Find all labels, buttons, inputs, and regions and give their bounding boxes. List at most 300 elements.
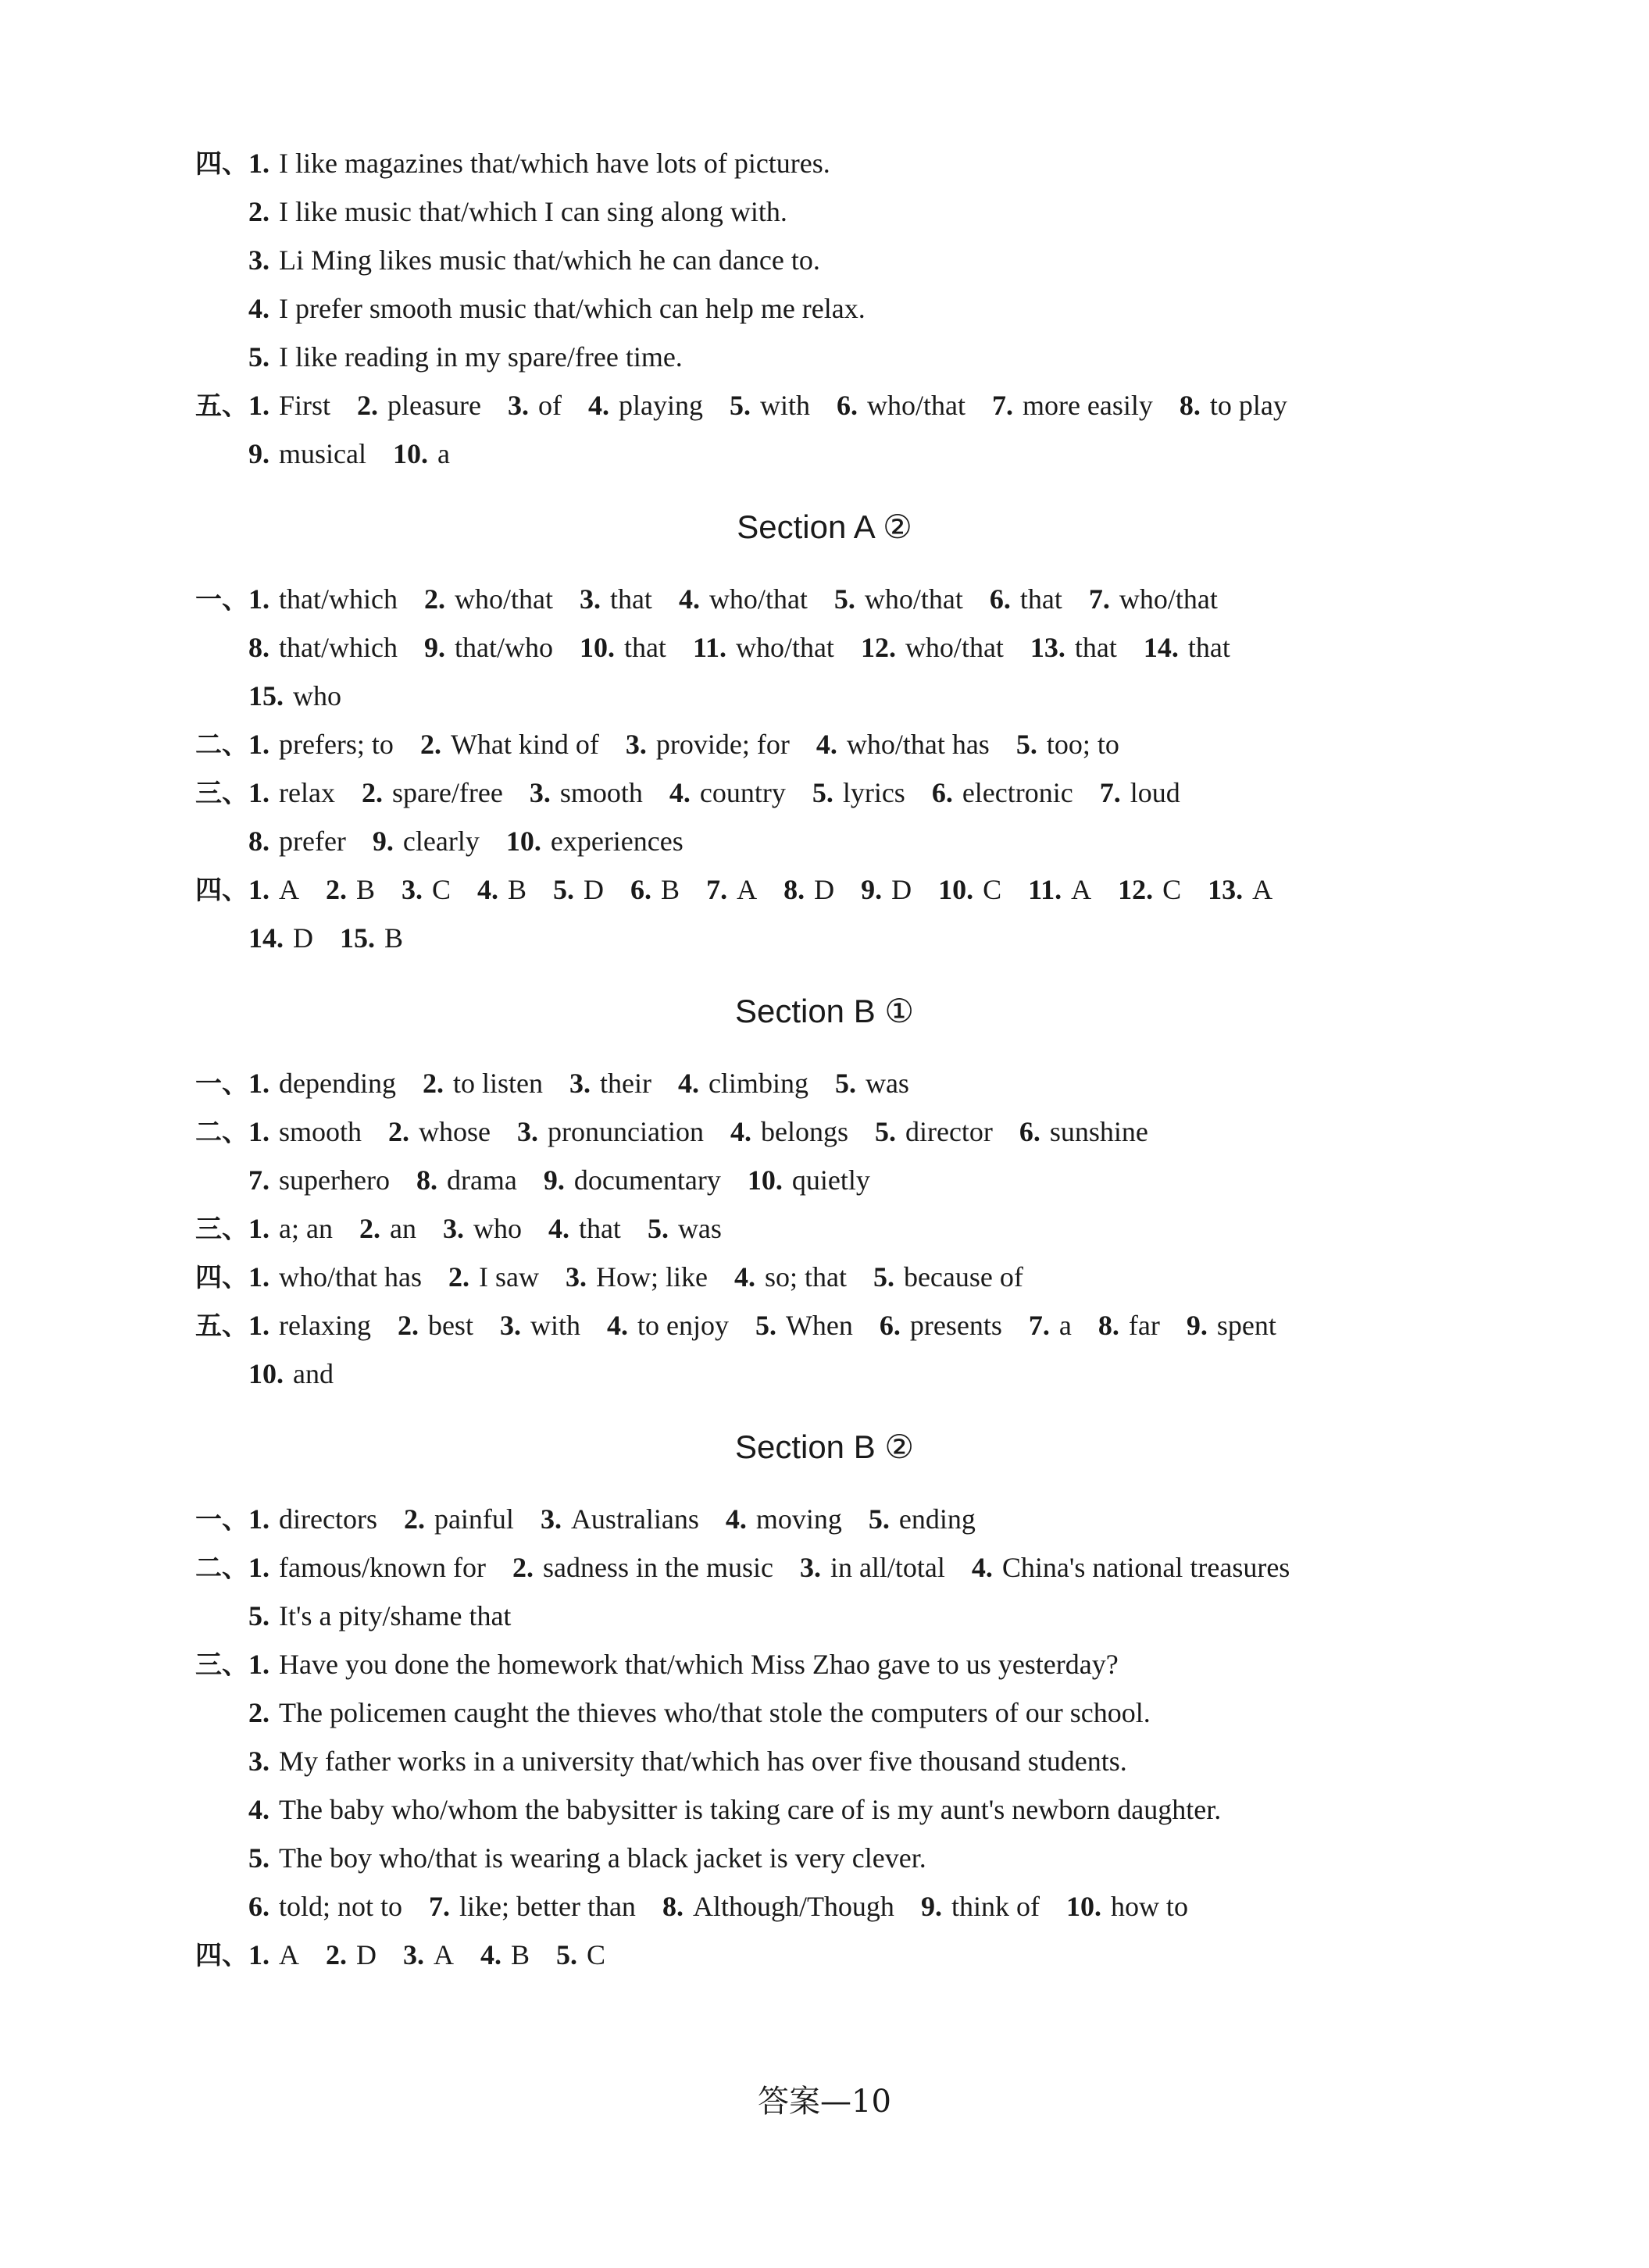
- item-number: 14.: [248, 922, 284, 954]
- item-number: 4.: [971, 1552, 993, 1583]
- item-number: 1.: [248, 1310, 269, 1341]
- item-number: 2.: [422, 1068, 444, 1099]
- item-number: 5.: [873, 1261, 894, 1293]
- item-number: 5.: [248, 341, 269, 373]
- item-number: 2.: [359, 1213, 380, 1244]
- answer-item: [812, 768, 905, 817]
- answer-line: [248, 430, 1537, 478]
- answer-item: [1118, 865, 1181, 914]
- answer-item: [248, 139, 830, 187]
- item-number: 4.: [248, 293, 269, 324]
- answer-item: [932, 768, 1073, 817]
- question-group-label: 四、: [195, 875, 248, 906]
- item-number: 1.: [248, 148, 269, 179]
- answer-item: [544, 1156, 721, 1204]
- answer-text: A: [279, 1939, 299, 1970]
- answer-item: [248, 672, 341, 720]
- answer-item: [662, 1882, 894, 1931]
- item-number: 4.: [678, 583, 700, 615]
- answer-text: experiences: [550, 826, 684, 857]
- item-number: 10.: [505, 826, 541, 857]
- answer-text: and: [293, 1358, 334, 1389]
- answer-text: My father works in a university that/which has over five thousand students.: [279, 1746, 1127, 1777]
- question-group-label: 二、: [195, 729, 248, 761]
- answer-line: [248, 1882, 1537, 1931]
- answer-item: [326, 865, 375, 914]
- answer-item: [420, 720, 599, 768]
- answer-item: [588, 381, 703, 430]
- answer-line: [195, 1059, 1484, 1107]
- item-number: 2.: [248, 196, 269, 227]
- question-group-label: 四、: [195, 1262, 248, 1293]
- answer-item: [500, 1301, 580, 1350]
- answer-line: [195, 1253, 1484, 1301]
- item-number: 11.: [1028, 874, 1062, 905]
- answer-text: presents: [909, 1310, 1002, 1341]
- answer-text: Have you done the homework that/which Miss Zhao gave to us yesterday?: [279, 1649, 1119, 1680]
- item-number: 5.: [556, 1939, 578, 1970]
- answer-line: [248, 1785, 1537, 1834]
- answer-item: [861, 623, 1004, 672]
- answer-item: [248, 1737, 1127, 1785]
- section-heading-b2: Section B ②: [734, 1428, 915, 1465]
- answer-line: [248, 187, 1537, 236]
- answer-item: [1208, 865, 1272, 914]
- answer-text: loud: [1130, 777, 1180, 808]
- answer-line: [248, 672, 1537, 720]
- answer-item: [755, 1301, 853, 1350]
- item-number: 3.: [248, 244, 269, 276]
- item-number: 5.: [729, 390, 751, 421]
- answer-text: spare/free: [391, 777, 503, 808]
- item-number: 5.: [833, 583, 855, 615]
- answer-item: [873, 1253, 1023, 1301]
- answer-text: A: [434, 1939, 454, 1970]
- answer-text: It's a pity/shame that: [279, 1600, 512, 1631]
- answer-text: playing: [618, 390, 703, 421]
- answer-text: musical: [279, 438, 366, 469]
- question-group-label: 一、: [195, 1504, 248, 1535]
- answer-text: pleasure: [387, 390, 481, 421]
- item-number: 4.: [669, 777, 691, 808]
- item-number: 7.: [1088, 583, 1110, 615]
- answer-text: that: [1019, 583, 1062, 615]
- answer-text: How; like: [595, 1261, 708, 1293]
- answer-line: [248, 1156, 1537, 1204]
- answer-item: [548, 1204, 621, 1253]
- item-number: 3.: [565, 1261, 587, 1293]
- answer-item: [693, 623, 834, 672]
- answer-line: [195, 1931, 1484, 1979]
- answer-text: how to: [1110, 1891, 1188, 1922]
- answer-line: [248, 1689, 1537, 1737]
- item-number: 2.: [326, 874, 347, 905]
- item-number: 3.: [799, 1552, 821, 1583]
- answer-item: [1089, 575, 1218, 623]
- answer-item: [424, 623, 553, 672]
- item-number: 9.: [543, 1164, 565, 1196]
- answer-text: their: [599, 1068, 651, 1099]
- answer-item: [248, 284, 866, 333]
- answer-item: [398, 1301, 473, 1350]
- answer-item: [248, 914, 313, 962]
- answer-text: so; that: [764, 1261, 847, 1293]
- answer-item: [248, 865, 299, 914]
- answer-item: [607, 1301, 729, 1350]
- answer-text: climbing: [708, 1068, 808, 1099]
- answer-item: [678, 1059, 808, 1107]
- answer-item: [373, 817, 480, 865]
- answer-text: B: [511, 1939, 530, 1970]
- answer-text: I like magazines that/which have lots of pictures.: [279, 148, 830, 179]
- item-number: 3.: [517, 1116, 539, 1147]
- item-number: 1.: [248, 1649, 269, 1680]
- item-number: 10.: [1065, 1891, 1101, 1922]
- answer-line: [248, 1834, 1537, 1882]
- answer-text: told; not to: [279, 1891, 403, 1922]
- answer-text: D: [814, 874, 835, 905]
- answer-item: [630, 865, 680, 914]
- answer-item: [875, 1107, 993, 1156]
- answer-text: that: [1187, 632, 1230, 663]
- item-number: 2.: [448, 1261, 469, 1293]
- answer-item: [679, 575, 808, 623]
- item-number: 2.: [326, 1939, 347, 1970]
- answer-line: [248, 817, 1537, 865]
- answer-item: [748, 1156, 870, 1204]
- answer-item: [880, 1301, 1002, 1350]
- answer-text: who/that: [735, 632, 834, 663]
- answer-text: that/which: [279, 583, 398, 615]
- answer-line: [195, 768, 1484, 817]
- item-number: 13.: [1030, 632, 1065, 663]
- item-number: 10.: [747, 1164, 783, 1196]
- answer-text: best: [427, 1310, 473, 1341]
- answer-text: First: [279, 390, 331, 421]
- answer-text: depending: [279, 1068, 396, 1099]
- item-number: 2.: [403, 1503, 425, 1535]
- answer-item: [248, 1689, 1151, 1737]
- question-group-label: 二、: [195, 1553, 248, 1584]
- answer-item: [834, 575, 963, 623]
- item-number: 1.: [248, 777, 269, 808]
- item-number: 8.: [1098, 1310, 1119, 1341]
- answer-item: [416, 1156, 517, 1204]
- answer-text: drama: [446, 1164, 517, 1196]
- item-number: 9.: [248, 438, 269, 469]
- answer-item: [1187, 1301, 1276, 1350]
- item-number: 2.: [357, 390, 379, 421]
- answer-text: was: [865, 1068, 909, 1099]
- answer-text: I prefer smooth music that/which can help me relax.: [279, 293, 866, 324]
- answer-text: A: [1252, 874, 1273, 905]
- item-number: 10.: [579, 632, 615, 663]
- answer-text: relaxing: [279, 1310, 371, 1341]
- item-number: 3.: [248, 1746, 269, 1777]
- answer-item: [734, 1253, 847, 1301]
- item-number: 8.: [783, 874, 805, 905]
- answer-text: with: [759, 390, 810, 421]
- answer-item: [517, 1107, 704, 1156]
- item-number: 4.: [725, 1503, 747, 1535]
- answer-text: D: [356, 1939, 377, 1970]
- answer-text: whose: [419, 1116, 491, 1147]
- answer-line: [248, 623, 1537, 672]
- answer-item: [248, 1253, 422, 1301]
- item-number: 5.: [755, 1310, 776, 1341]
- item-number: 3.: [403, 1939, 424, 1970]
- answer-text: C: [983, 874, 1002, 905]
- answer-line: [248, 1350, 1537, 1398]
- item-number: 3.: [579, 583, 601, 615]
- item-number: 1.: [248, 1939, 269, 1970]
- answer-item: [362, 768, 503, 817]
- answer-line: [248, 333, 1537, 381]
- answer-item: [861, 865, 912, 914]
- answer-item: [248, 1059, 396, 1107]
- answer-text: to listen: [452, 1068, 543, 1099]
- answer-text: Although/Though: [692, 1891, 894, 1922]
- item-number: 4.: [606, 1310, 628, 1341]
- item-number: 7.: [991, 390, 1013, 421]
- question-group-label: 三、: [195, 1214, 248, 1245]
- question-group-label: 三、: [195, 1649, 248, 1681]
- answer-item: [816, 720, 990, 768]
- answer-text: because of: [903, 1261, 1023, 1293]
- answer-item: [800, 1543, 945, 1592]
- answer-text: B: [508, 874, 527, 905]
- answer-item: [1029, 1301, 1072, 1350]
- answer-text: far: [1128, 1310, 1160, 1341]
- answer-text: more easily: [1022, 390, 1153, 421]
- item-number: 9.: [861, 874, 883, 905]
- answer-text: smooth: [559, 777, 643, 808]
- item-number: 5.: [248, 1600, 269, 1631]
- answer-item: [248, 720, 394, 768]
- item-number: 2.: [361, 777, 383, 808]
- answer-item: [1098, 1301, 1160, 1350]
- answer-item: [248, 333, 683, 381]
- answer-item: [648, 1204, 722, 1253]
- item-number: 1.: [248, 390, 269, 421]
- answer-item: [393, 430, 450, 478]
- answer-text: that: [578, 1213, 621, 1244]
- answer-item: [706, 865, 757, 914]
- answer-item: [556, 1931, 605, 1979]
- answer-line: [195, 139, 1484, 187]
- item-number: 2.: [248, 1697, 269, 1728]
- item-number: 7.: [706, 874, 728, 905]
- item-number: 6.: [1019, 1116, 1040, 1147]
- answer-item: [248, 236, 820, 284]
- answer-item: [869, 1495, 976, 1543]
- answer-text: to enjoy: [637, 1310, 729, 1341]
- answer-text: who/that: [864, 583, 963, 615]
- answer-text: famous/known for: [279, 1552, 486, 1583]
- item-number: 9.: [372, 826, 394, 857]
- answer-item: [248, 1350, 334, 1398]
- answer-item: [1016, 720, 1119, 768]
- answer-text: prefers; to: [279, 729, 394, 760]
- item-number: 4.: [548, 1213, 569, 1244]
- answer-item: [248, 381, 330, 430]
- answer-item: [938, 865, 1001, 914]
- answer-text: prefer: [279, 826, 346, 857]
- item-number: 9.: [920, 1891, 942, 1922]
- answer-text: who: [473, 1213, 522, 1244]
- answer-item: [541, 1495, 699, 1543]
- answer-text: C: [432, 874, 452, 905]
- answer-item: [248, 1156, 390, 1204]
- question-group-label: 五、: [195, 390, 248, 422]
- answer-text: moving: [755, 1503, 842, 1535]
- answer-item: [248, 187, 787, 236]
- item-number: 7.: [248, 1164, 269, 1196]
- item-number: 6.: [836, 390, 858, 421]
- item-number: 4.: [730, 1116, 751, 1147]
- item-number: 10.: [938, 874, 974, 905]
- item-number: 5.: [248, 1842, 269, 1874]
- answer-item: [477, 865, 526, 914]
- item-number: 1.: [248, 1503, 269, 1535]
- answer-item: [248, 1107, 362, 1156]
- answer-text: The boy who/that is wearing a black jacket is very clever.: [279, 1842, 926, 1874]
- answer-item: [508, 381, 562, 430]
- answer-item: [429, 1882, 636, 1931]
- answer-item: [835, 1059, 909, 1107]
- answer-item: [404, 1495, 514, 1543]
- item-number: 10.: [392, 438, 428, 469]
- answer-line: [195, 1543, 1484, 1592]
- item-number: 5.: [553, 874, 575, 905]
- item-number: 1.: [248, 1068, 269, 1099]
- item-number: 6.: [989, 583, 1011, 615]
- answer-text: in all/total: [830, 1552, 945, 1583]
- answer-item: [972, 1543, 1290, 1592]
- item-number: 6.: [248, 1891, 269, 1922]
- item-number: 4.: [816, 729, 837, 760]
- item-number: 2.: [388, 1116, 410, 1147]
- item-number: 2.: [397, 1310, 419, 1341]
- page-number: 答案—10: [758, 2084, 891, 2120]
- answer-text: C: [587, 1939, 606, 1970]
- item-number: 3.: [499, 1310, 521, 1341]
- answer-item: [730, 1107, 848, 1156]
- answer-text: country: [699, 777, 786, 808]
- answer-text: C: [1162, 874, 1182, 905]
- answer-text: that/which: [279, 632, 398, 663]
- item-number: 3.: [529, 777, 551, 808]
- answer-item: [730, 381, 810, 430]
- answer-text: documentary: [573, 1164, 721, 1196]
- answer-text: like; better than: [459, 1891, 636, 1922]
- answer-item: [248, 1301, 371, 1350]
- answer-text: with: [530, 1310, 580, 1341]
- item-number: 5.: [1015, 729, 1037, 760]
- answer-item: [1066, 1882, 1188, 1931]
- item-number: 4.: [477, 874, 499, 905]
- item-number: 9.: [1186, 1310, 1208, 1341]
- answer-text: pronunciation: [548, 1116, 704, 1147]
- answer-text: who/that: [1119, 583, 1218, 615]
- answer-line: [195, 1204, 1484, 1253]
- answer-item: [566, 1253, 708, 1301]
- item-number: 5.: [874, 1116, 896, 1147]
- answer-item: [669, 768, 786, 817]
- answer-text: to play: [1209, 390, 1287, 421]
- item-number: 11.: [692, 632, 726, 663]
- answer-item: [402, 865, 451, 914]
- answer-text: I saw: [478, 1261, 539, 1293]
- item-number: 2.: [512, 1552, 534, 1583]
- answer-text: D: [891, 874, 912, 905]
- answer-text: D: [584, 874, 605, 905]
- answer-line: [195, 1107, 1484, 1156]
- answer-line: [248, 1592, 1537, 1640]
- answer-text: A: [279, 874, 299, 905]
- item-number: 2.: [423, 583, 445, 615]
- item-number: 3.: [569, 1068, 591, 1099]
- answer-item: [569, 1059, 651, 1107]
- item-number: 7.: [429, 1891, 451, 1922]
- item-number: 3.: [540, 1503, 562, 1535]
- item-number: 2.: [419, 729, 441, 760]
- item-number: 7.: [1028, 1310, 1050, 1341]
- question-group-label: 五、: [195, 1311, 248, 1342]
- answer-item: [480, 1931, 530, 1979]
- answer-text: The baby who/whom the babysitter is taking care of is my aunt's newborn daughter.: [279, 1794, 1222, 1825]
- item-number: 5.: [812, 777, 833, 808]
- item-number: 1.: [248, 729, 269, 760]
- answer-item: [248, 1592, 511, 1640]
- answer-line: [195, 720, 1484, 768]
- answer-item: [248, 1495, 377, 1543]
- answer-text: D: [293, 922, 313, 954]
- answer-text: smooth: [279, 1116, 362, 1147]
- answer-text: sadness in the music: [542, 1552, 773, 1583]
- answer-text: ending: [898, 1503, 976, 1535]
- item-number: 3.: [402, 874, 423, 905]
- answer-text: directors: [279, 1503, 377, 1535]
- answer-item: [506, 817, 684, 865]
- item-number: 4.: [480, 1939, 501, 1970]
- item-number: 5.: [868, 1503, 890, 1535]
- answer-line: [248, 1737, 1537, 1785]
- answer-text: sunshine: [1049, 1116, 1148, 1147]
- item-number: 9.: [423, 632, 445, 663]
- answer-text: relax: [279, 777, 335, 808]
- answer-item: [424, 575, 553, 623]
- answer-item: [1030, 623, 1117, 672]
- answer-item: [1019, 1107, 1148, 1156]
- answer-text: was: [677, 1213, 722, 1244]
- item-number: 6.: [931, 777, 953, 808]
- answer-text: who/that: [905, 632, 1004, 663]
- answer-item: [626, 720, 790, 768]
- answer-item: [248, 1543, 486, 1592]
- item-number: 14.: [1143, 632, 1179, 663]
- answer-text: a: [437, 438, 450, 469]
- answer-text: The policemen caught the thieves who/that stole the computers of our school.: [279, 1697, 1151, 1728]
- answer-text: that/who: [454, 632, 553, 663]
- item-number: 3.: [507, 390, 529, 421]
- item-number: 12.: [860, 632, 896, 663]
- item-number: 8.: [662, 1891, 684, 1922]
- item-number: 4.: [733, 1261, 755, 1293]
- answer-text: think of: [951, 1891, 1040, 1922]
- answer-item: [248, 1204, 333, 1253]
- answer-text: painful: [434, 1503, 514, 1535]
